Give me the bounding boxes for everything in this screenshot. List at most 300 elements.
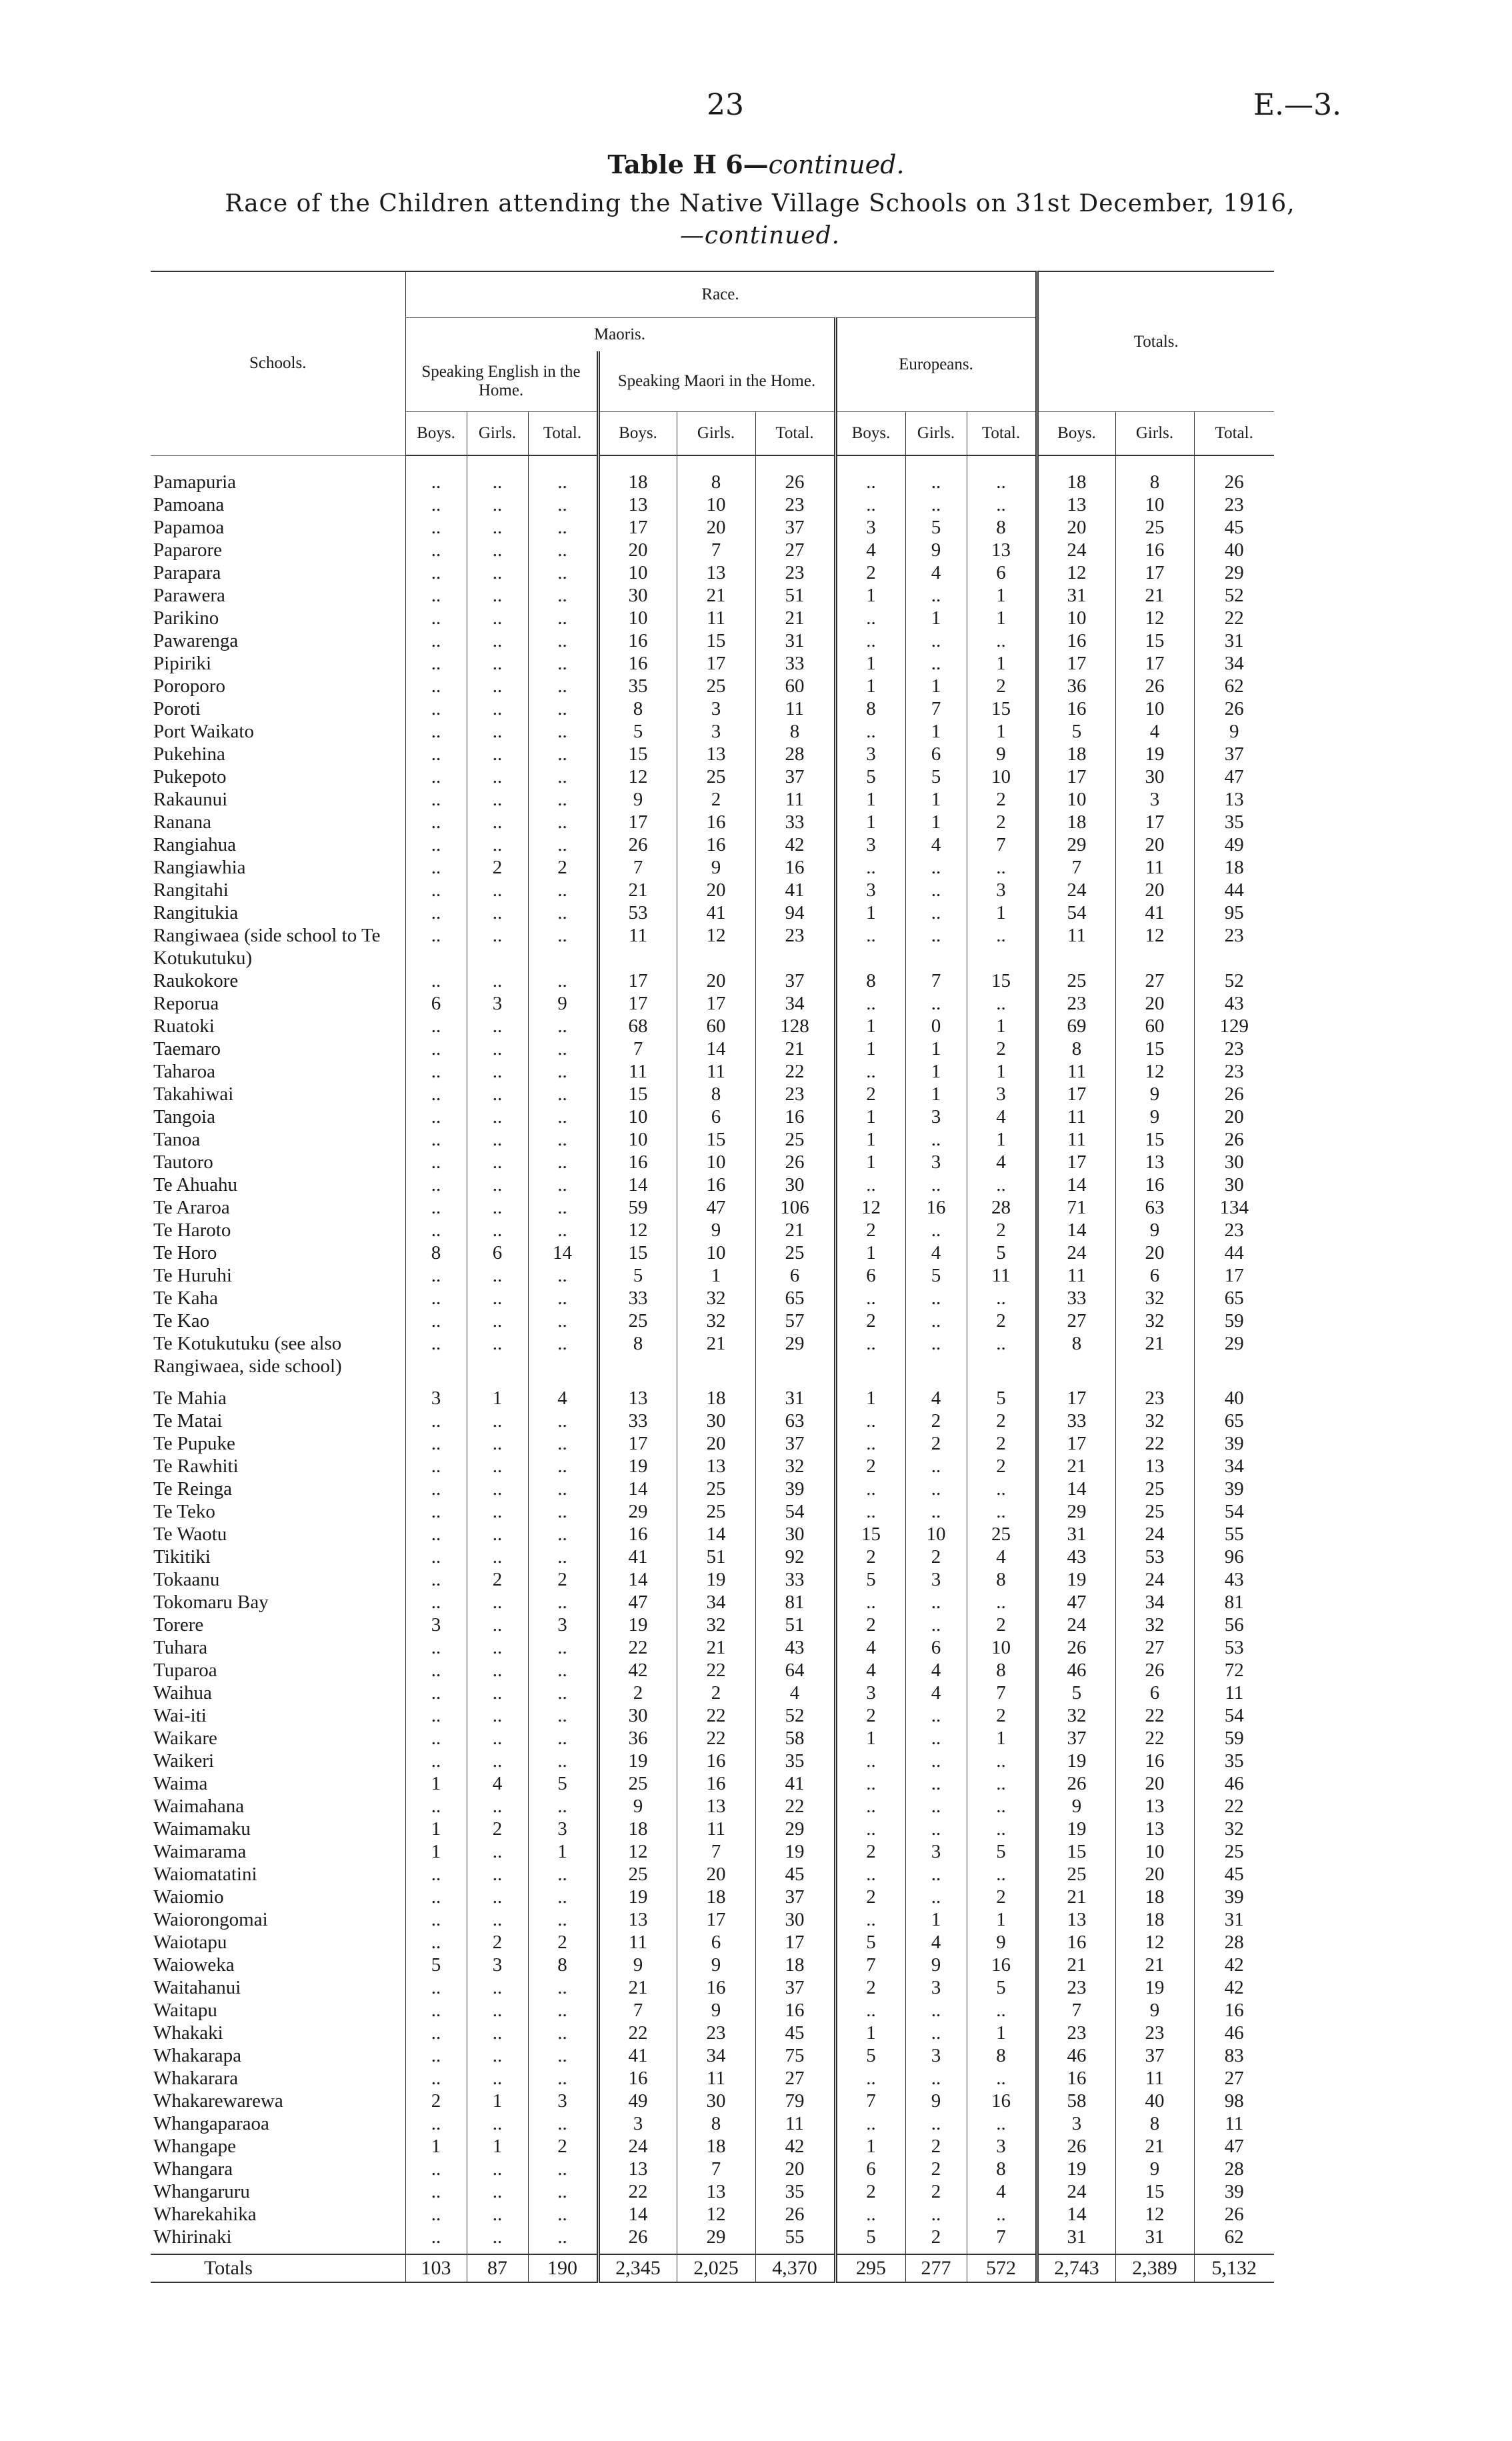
count-cell: .. (528, 1704, 598, 1727)
count-cell: .. (905, 1478, 967, 1500)
count-cell: 1 (835, 1727, 905, 1750)
count-cell: 26 (755, 2203, 835, 2226)
school-name: Waitapu (153, 2000, 217, 2021)
count-cell: .. (405, 765, 467, 788)
count-cell: .. (467, 901, 528, 924)
count-cell: 15 (1037, 1840, 1115, 1863)
count-cell: 19 (598, 1614, 677, 1636)
count-cell: .. (835, 2112, 905, 2135)
count-cell: 16 (905, 1196, 967, 1219)
count-cell: .. (905, 1772, 967, 1795)
count-cell: 9 (677, 1954, 755, 1976)
count-cell: 23 (1037, 2022, 1115, 2044)
count-cell: 51 (755, 584, 835, 607)
count-cell: 17 (598, 516, 677, 539)
count-cell: 12 (677, 924, 755, 969)
count-cell: 7 (677, 1840, 755, 1863)
count-cell: 45 (1194, 1863, 1274, 1886)
count-cell: 31 (1194, 629, 1274, 652)
count-cell: 39 (755, 1478, 835, 1500)
count-cell: 3 (467, 1954, 528, 1976)
school-name: Te Matai (153, 1410, 223, 1432)
count-cell: .. (967, 1999, 1037, 2022)
count-cell: 18 (598, 455, 677, 493)
count-cell: .. (467, 584, 528, 607)
count-cell: 3 (967, 879, 1037, 901)
count-cell: 1 (835, 1151, 905, 1173)
count-cell: 2 (967, 1037, 1037, 1060)
header-maori-girls: Girls. (677, 412, 755, 456)
count-cell: .. (835, 607, 905, 629)
count-cell: 33 (598, 1410, 677, 1432)
count-cell: 23 (677, 2022, 755, 2044)
count-cell: 17 (598, 1432, 677, 1455)
school-name: Waioweka (153, 1954, 235, 1976)
header-totals-boys: Boys. (1037, 412, 1115, 456)
count-cell: 18 (677, 2135, 755, 2158)
school-name: Te Rawhiti (153, 1456, 239, 1477)
school-name: Waima (153, 1773, 208, 1794)
count-cell: .. (467, 1219, 528, 1242)
count-cell: 25 (677, 1500, 755, 1523)
count-cell: 1 (967, 1908, 1037, 1931)
count-cell: 11 (1037, 1060, 1115, 1083)
count-cell: 4 (467, 1772, 528, 1795)
count-cell: 13 (677, 1795, 755, 1818)
count-cell: 16 (1037, 1931, 1115, 1954)
count-cell: 23 (1194, 1037, 1274, 1060)
count-cell: 9 (1115, 1999, 1194, 2022)
count-cell: .. (967, 856, 1037, 879)
count-cell: .. (467, 1332, 528, 1378)
count-cell: 3 (1037, 2112, 1115, 2135)
count-cell: 129 (1194, 1015, 1274, 1037)
count-cell: 30 (1194, 1173, 1274, 1196)
count-cell: 33 (598, 1287, 677, 1310)
header-race: Race. (405, 271, 1037, 318)
header-europeans: Europeans. (835, 318, 1037, 412)
count-cell: 1 (967, 584, 1037, 607)
count-cell: 12 (598, 1840, 677, 1863)
count-cell: 19 (1037, 2158, 1115, 2180)
count-cell: 59 (1194, 1310, 1274, 1332)
count-cell: 1 (835, 652, 905, 675)
count-cell: 32 (1194, 1818, 1274, 1840)
count-cell: 23 (755, 561, 835, 584)
count-cell: 40 (1194, 1378, 1274, 1410)
count-cell: .. (528, 2044, 598, 2067)
count-cell: 46 (1037, 2044, 1115, 2067)
table-row (151, 1908, 1274, 1931)
count-cell: .. (467, 969, 528, 992)
school-name: Rangitahi (153, 879, 229, 901)
count-cell: .. (405, 1128, 467, 1151)
count-cell: 20 (1115, 992, 1194, 1015)
count-cell: 65 (1194, 1410, 1274, 1432)
count-cell: 6 (677, 1105, 755, 1128)
count-cell: .. (528, 697, 598, 720)
count-cell: 1 (967, 607, 1037, 629)
count-cell: 3 (1115, 788, 1194, 811)
table-row (151, 1931, 1274, 1954)
table-row (151, 2090, 1274, 2112)
school-name: Whakarapa (153, 2045, 242, 2066)
count-cell: 2 (405, 2090, 467, 2112)
count-cell: 0 (905, 1015, 967, 1037)
count-cell: 25 (677, 1478, 755, 1500)
count-cell: 72 (1194, 1659, 1274, 1682)
count-cell: 2 (967, 1310, 1037, 1332)
count-cell: 32 (1115, 1614, 1194, 1636)
count-cell: 32 (755, 1455, 835, 1478)
count-cell: .. (405, 743, 467, 765)
count-cell: 8 (967, 516, 1037, 539)
count-cell: .. (528, 743, 598, 765)
count-cell: 26 (1194, 455, 1274, 493)
count-cell: .. (835, 493, 905, 516)
count-cell: .. (905, 1614, 967, 1636)
table-row (151, 584, 1274, 607)
count-cell: .. (528, 1750, 598, 1772)
count-cell: 18 (1115, 1886, 1194, 1908)
count-cell: 15 (1115, 1037, 1194, 1060)
school-name: Poroporo (153, 675, 225, 697)
count-cell: 41 (677, 901, 755, 924)
count-cell: 22 (677, 1704, 755, 1727)
count-cell: 8 (677, 2112, 755, 2135)
count-cell: 5 (905, 765, 967, 788)
count-cell: 5 (528, 1772, 598, 1795)
table-row (151, 1614, 1274, 1636)
count-cell: 42 (598, 1659, 677, 1682)
count-cell: 10 (598, 607, 677, 629)
header-europeans-total: Total. (967, 412, 1037, 456)
count-cell: 30 (598, 1704, 677, 1727)
table-row (151, 879, 1274, 901)
count-cell: 1 (835, 1242, 905, 1264)
count-cell: 26 (1037, 1772, 1115, 1795)
count-cell: 2 (905, 2226, 967, 2254)
count-cell: 2 (967, 811, 1037, 833)
count-cell: 21 (1037, 1954, 1115, 1976)
series-code: E.—3. (1253, 88, 1342, 122)
count-cell: .. (528, 1727, 598, 1750)
count-cell: 4 (835, 1636, 905, 1659)
count-cell: 29 (755, 1332, 835, 1378)
count-cell: 3 (835, 743, 905, 765)
count-cell: .. (405, 1196, 467, 1219)
count-cell: .. (835, 629, 905, 652)
count-cell: 94 (755, 901, 835, 924)
count-cell: 40 (1115, 2090, 1194, 2112)
table-row (151, 675, 1274, 697)
count-cell: 14 (677, 1037, 755, 1060)
count-cell: .. (528, 1999, 598, 2022)
count-cell: .. (528, 2067, 598, 2090)
school-name: Tokomaru Bay (153, 1592, 269, 1613)
count-cell: .. (467, 1976, 528, 1999)
count-cell: 8 (405, 1242, 467, 1264)
count-cell: .. (467, 1478, 528, 1500)
count-cell: .. (528, 1546, 598, 1568)
count-cell: 9 (1037, 1795, 1115, 1818)
school-name: Paparore (153, 539, 223, 561)
count-cell: 3 (905, 1976, 967, 1999)
count-cell: 17 (677, 1908, 755, 1931)
count-cell: 20 (677, 1863, 755, 1886)
school-name: Papamoa (153, 517, 225, 538)
count-cell: .. (528, 652, 598, 675)
count-cell: .. (905, 2022, 967, 2044)
table-row (151, 1264, 1274, 1287)
count-cell: .. (405, 1060, 467, 1083)
count-cell: 32 (677, 1287, 755, 1310)
count-cell: 53 (1194, 1636, 1274, 1659)
count-cell: 2 (835, 1219, 905, 1242)
count-cell: 5 (905, 1264, 967, 1287)
table-row (151, 1219, 1274, 1242)
count-cell: 9 (905, 1954, 967, 1976)
table-row (151, 833, 1274, 856)
count-cell: 17 (1115, 652, 1194, 675)
count-cell: 26 (1194, 1083, 1274, 1105)
count-cell: .. (405, 561, 467, 584)
count-cell: .. (835, 1772, 905, 1795)
count-cell: 65 (1194, 1287, 1274, 1310)
count-cell: 42 (755, 833, 835, 856)
table-row (151, 2112, 1274, 2135)
count-cell: 52 (1194, 584, 1274, 607)
count-cell: 17 (1115, 561, 1194, 584)
count-cell: 33 (755, 1568, 835, 1591)
count-cell: .. (467, 1727, 528, 1750)
count-cell: 35 (755, 2180, 835, 2203)
school-name: Te Huruhi (153, 1265, 232, 1286)
count-cell: 20 (1115, 1772, 1194, 1795)
table-row (151, 1105, 1274, 1128)
school-name: Waiotapu (153, 1932, 227, 1953)
table-row (151, 811, 1274, 833)
count-cell: 26 (598, 2226, 677, 2254)
count-cell: .. (835, 992, 905, 1015)
count-cell: .. (528, 539, 598, 561)
count-cell: 41 (598, 1546, 677, 1568)
count-cell: 56 (1194, 1614, 1274, 1636)
school-name: Pukepoto (153, 766, 227, 787)
count-cell: 17 (598, 969, 677, 992)
count-cell: 26 (1194, 1128, 1274, 1151)
count-cell: 8 (1037, 1332, 1115, 1378)
count-cell: .. (528, 833, 598, 856)
count-cell: 62 (1194, 2226, 1274, 2254)
count-cell: 1 (905, 1060, 967, 1083)
count-cell: 3 (905, 1840, 967, 1863)
count-cell: 18 (677, 1378, 755, 1410)
count-cell: 45 (755, 2022, 835, 2044)
count-cell: 8 (967, 2158, 1037, 2180)
count-cell: .. (405, 607, 467, 629)
count-cell: .. (528, 1196, 598, 1219)
count-cell: 34 (755, 992, 835, 1015)
count-cell: 15 (1115, 629, 1194, 652)
count-cell: 2 (835, 1614, 905, 1636)
count-cell: 2 (967, 1886, 1037, 1908)
count-cell: 11 (1194, 1682, 1274, 1704)
count-cell: .. (528, 455, 598, 493)
count-cell: .. (905, 652, 967, 675)
count-cell: 41 (1115, 901, 1194, 924)
count-cell: 26 (1194, 2203, 1274, 2226)
school-name: Waimarama (153, 1841, 247, 1862)
school-name: Te Mahia (153, 1388, 227, 1409)
table-row (151, 1999, 1274, 2022)
count-cell: 2 (967, 1455, 1037, 1478)
count-cell: 12 (1115, 1931, 1194, 1954)
race-table (151, 271, 1274, 2283)
count-cell: 1 (905, 607, 967, 629)
count-cell: 1 (967, 1727, 1037, 1750)
count-cell: .. (528, 1523, 598, 1546)
count-cell: 52 (755, 1704, 835, 1727)
school-name: Whangara (153, 2158, 233, 2180)
count-cell: 14 (598, 2203, 677, 2226)
count-cell: 42 (1194, 1976, 1274, 1999)
count-cell: .. (528, 1500, 598, 1523)
count-cell: .. (405, 1287, 467, 1310)
count-cell: 7 (835, 2090, 905, 2112)
school-name: Pamapuria (153, 471, 237, 493)
count-cell: 98 (1194, 2090, 1274, 2112)
table-row (151, 1037, 1274, 1060)
count-cell: 37 (1037, 1727, 1115, 1750)
count-cell: 8 (967, 2044, 1037, 2067)
count-cell: .. (405, 1310, 467, 1332)
table-row (151, 607, 1274, 629)
count-cell: 17 (677, 992, 755, 1015)
count-cell: 44 (1194, 879, 1274, 901)
count-cell: .. (905, 992, 967, 1015)
count-cell: 1 (967, 1015, 1037, 1037)
school-name: Te Pupuke (153, 1433, 235, 1454)
count-cell: 9 (1115, 1105, 1194, 1128)
count-cell: 22 (677, 1727, 755, 1750)
count-cell: 8 (1115, 2112, 1194, 2135)
count-cell: 25 (1037, 1863, 1115, 1886)
count-cell: 18 (1194, 856, 1274, 879)
count-cell: 8 (677, 455, 755, 493)
count-cell: 1 (835, 1378, 905, 1410)
count-cell: 6 (835, 2158, 905, 2180)
table-row (151, 1332, 1274, 1378)
school-name: Rakaunui (153, 789, 228, 810)
count-cell: .. (467, 1500, 528, 1523)
count-cell: .. (528, 924, 598, 969)
count-cell: 12 (1037, 561, 1115, 584)
count-cell: 9 (598, 1795, 677, 1818)
count-cell: 21 (1115, 1954, 1194, 1976)
count-cell: .. (528, 811, 598, 833)
count-cell: 37 (755, 1886, 835, 1908)
count-cell: .. (835, 1999, 905, 2022)
count-cell: 3 (528, 1818, 598, 1840)
count-cell: 11 (598, 1931, 677, 1954)
count-cell: .. (528, 901, 598, 924)
count-cell: 26 (598, 833, 677, 856)
count-cell: 16 (1037, 629, 1115, 652)
table-row (151, 1727, 1274, 1750)
count-cell: 11 (755, 697, 835, 720)
school-name: Waiomio (153, 1886, 224, 1908)
count-cell: 39 (1194, 2180, 1274, 2203)
table-row (151, 2203, 1274, 2226)
count-cell: 13 (1115, 1455, 1194, 1478)
table-row (151, 924, 1274, 969)
count-cell: 29 (677, 2226, 755, 2254)
count-cell: 81 (755, 1591, 835, 1614)
count-cell: 26 (1037, 2135, 1115, 2158)
count-cell: 1 (835, 788, 905, 811)
table-row (151, 2067, 1274, 2090)
count-cell: 17 (598, 992, 677, 1015)
count-cell: 2 (905, 2135, 967, 2158)
count-cell: 6 (1115, 1682, 1194, 1704)
count-cell: 2 (835, 561, 905, 584)
count-cell: 15 (1115, 2180, 1194, 2203)
table-row (151, 720, 1274, 743)
count-cell: 9 (967, 743, 1037, 765)
count-cell: 58 (1037, 2090, 1115, 2112)
count-cell: .. (405, 1999, 467, 2022)
count-cell: 37 (1115, 2044, 1194, 2067)
school-name: Waimahana (153, 1796, 245, 1817)
count-cell: 16 (755, 1105, 835, 1128)
count-cell: .. (528, 629, 598, 652)
count-cell: .. (467, 1105, 528, 1128)
count-cell: .. (835, 1432, 905, 1455)
count-cell: .. (835, 1818, 905, 1840)
header-maoris: Maoris. (405, 318, 835, 352)
count-cell: .. (967, 1287, 1037, 1310)
count-cell: 3 (905, 1151, 967, 1173)
count-cell: .. (905, 1704, 967, 1727)
count-cell: .. (467, 2158, 528, 2180)
count-cell: 17 (1037, 1083, 1115, 1105)
count-cell: 1 (967, 901, 1037, 924)
count-cell: 7 (598, 1999, 677, 2022)
count-cell: 34 (677, 1591, 755, 1614)
count-cell: 31 (1037, 584, 1115, 607)
count-cell: 3 (677, 697, 755, 720)
count-cell: .. (905, 924, 967, 969)
count-cell: 4 (905, 561, 967, 584)
count-cell: 16 (967, 1954, 1037, 1976)
count-cell: .. (835, 924, 905, 969)
count-cell: 30 (677, 1410, 755, 1432)
table-row (151, 1704, 1274, 1727)
count-cell: .. (405, 2226, 467, 2254)
count-cell: .. (467, 539, 528, 561)
totals-row (151, 2254, 1274, 2282)
count-cell: 21 (598, 879, 677, 901)
count-cell: .. (905, 1863, 967, 1886)
count-cell: .. (405, 1105, 467, 1128)
count-cell: 3 (967, 1083, 1037, 1105)
count-cell: 1 (835, 675, 905, 697)
table-row (151, 1976, 1274, 1999)
table-row (151, 2180, 1274, 2203)
table-row (151, 2022, 1274, 2044)
count-cell: .. (467, 1999, 528, 2022)
